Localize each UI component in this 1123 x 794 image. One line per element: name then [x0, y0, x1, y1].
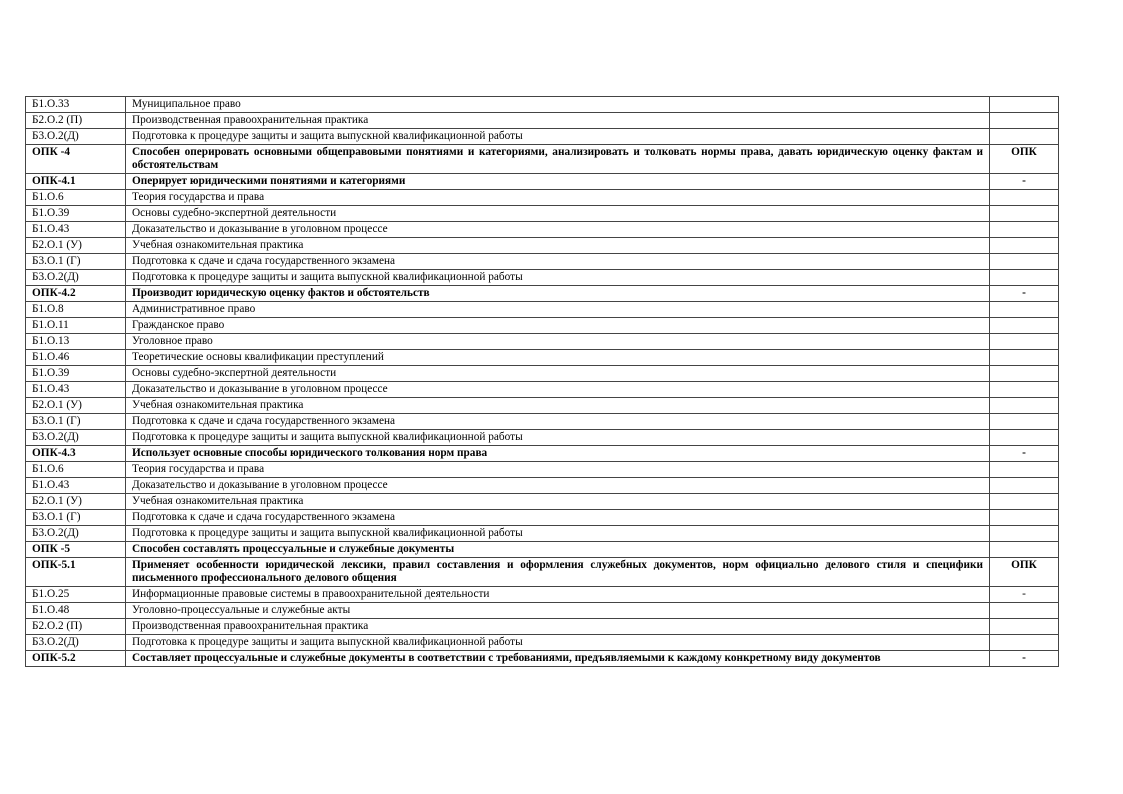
row-type-mark	[990, 190, 1059, 206]
row-code: Б1.О.33	[26, 97, 126, 113]
row-type-mark	[990, 526, 1059, 542]
row-description: Гражданское право	[126, 318, 990, 334]
row-code: Б3.О.1 (Г)	[26, 254, 126, 270]
row-type-mark	[990, 334, 1059, 350]
row-description: Подготовка к процедуре защиты и защита выпускной квалификационной работы	[126, 526, 990, 542]
row-description: Подготовка к процедуре защиты и защита выпускной квалификационной работы	[126, 430, 990, 446]
discipline-row	[26, 382, 1059, 398]
discipline-row	[26, 494, 1059, 510]
row-code: ОПК-4.2	[26, 286, 126, 302]
discipline-row	[26, 398, 1059, 414]
row-type-mark	[990, 350, 1059, 366]
row-type-mark	[990, 494, 1059, 510]
row-description: Оперирует юридическими понятиями и категориями	[126, 174, 990, 190]
discipline-row	[26, 222, 1059, 238]
row-type-mark	[990, 302, 1059, 318]
row-code: ОПК-4.1	[26, 174, 126, 190]
row-description: Доказательство и доказывание в уголовном процессе	[126, 222, 990, 238]
competency-table	[25, 96, 1059, 667]
row-description: Составляет процессуальные и служебные документы в соответствии с требованиями, предъявляемыми к каждому конкретному виду документов	[126, 651, 990, 667]
competency-row	[26, 542, 1059, 558]
discipline-row	[26, 302, 1059, 318]
discipline-row	[26, 430, 1059, 446]
row-description: Подготовка к сдаче и сдача государственного экзамена	[126, 510, 990, 526]
row-description: Доказательство и доказывание в уголовном процессе	[126, 478, 990, 494]
row-description: Способен оперировать основными общеправовыми понятиями и категориями, анализировать и толковать нормы права, давать юридическую оценку фактам и обстоятельствам	[126, 145, 990, 174]
row-code: Б3.О.2(Д)	[26, 526, 126, 542]
row-code: Б2.О.1 (У)	[26, 494, 126, 510]
row-description: Производственная правоохранительная практика	[126, 113, 990, 129]
competency-table-body	[26, 97, 1059, 667]
discipline-row	[26, 113, 1059, 129]
row-code: Б1.О.39	[26, 366, 126, 382]
row-type-mark	[990, 129, 1059, 145]
row-description: Основы судебно-экспертной деятельности	[126, 366, 990, 382]
row-type-mark: -	[990, 286, 1059, 302]
row-description: Административное право	[126, 302, 990, 318]
row-type-mark: ОПК	[990, 558, 1059, 587]
row-description: Использует основные способы юридического толкования норм права	[126, 446, 990, 462]
row-type-mark: -	[990, 651, 1059, 667]
discipline-row	[26, 334, 1059, 350]
row-code: Б1.О.43	[26, 222, 126, 238]
row-type-mark: ОПК	[990, 145, 1059, 174]
competency-row	[26, 174, 1059, 190]
row-code: Б2.О.1 (У)	[26, 238, 126, 254]
row-code: ОПК-5.2	[26, 651, 126, 667]
row-code: Б3.О.2(Д)	[26, 635, 126, 651]
row-type-mark	[990, 113, 1059, 129]
row-code: Б1.О.13	[26, 334, 126, 350]
row-type-mark	[990, 318, 1059, 334]
row-code: Б1.О.48	[26, 603, 126, 619]
discipline-row	[26, 619, 1059, 635]
row-code: Б3.О.1 (Г)	[26, 510, 126, 526]
discipline-row	[26, 318, 1059, 334]
row-type-mark	[990, 603, 1059, 619]
discipline-row	[26, 635, 1059, 651]
row-code: Б1.О.39	[26, 206, 126, 222]
discipline-row	[26, 190, 1059, 206]
row-type-mark	[990, 382, 1059, 398]
row-code: Б3.О.2(Д)	[26, 129, 126, 145]
row-description: Муниципальное право	[126, 97, 990, 113]
discipline-row	[26, 270, 1059, 286]
row-description: Производственная правоохранительная практика	[126, 619, 990, 635]
row-code: Б1.О.46	[26, 350, 126, 366]
row-code: Б1.О.6	[26, 462, 126, 478]
row-description: Учебная ознакомительная практика	[126, 238, 990, 254]
row-description: Подготовка к процедуре защиты и защита выпускной квалификационной работы	[126, 270, 990, 286]
row-type-mark: -	[990, 587, 1059, 603]
row-type-mark	[990, 97, 1059, 113]
discipline-row	[26, 462, 1059, 478]
row-description: Доказательство и доказывание в уголовном процессе	[126, 382, 990, 398]
row-code: Б3.О.2(Д)	[26, 270, 126, 286]
row-code: Б3.О.2(Д)	[26, 430, 126, 446]
discipline-row	[26, 97, 1059, 113]
row-description: Теория государства и права	[126, 190, 990, 206]
row-description: Подготовка к сдаче и сдача государственного экзамена	[126, 254, 990, 270]
discipline-row	[26, 478, 1059, 494]
row-description: Теоретические основы квалификации преступлений	[126, 350, 990, 366]
row-code: ОПК-4.3	[26, 446, 126, 462]
row-description: Учебная ознакомительная практика	[126, 398, 990, 414]
row-description: Способен составлять процессуальные и служебные документы	[126, 542, 990, 558]
row-description: Информационные правовые системы в правоохранительной деятельности	[126, 587, 990, 603]
row-type-mark	[990, 222, 1059, 238]
row-code: Б1.О.6	[26, 190, 126, 206]
row-type-mark	[990, 366, 1059, 382]
row-code: Б2.О.1 (У)	[26, 398, 126, 414]
discipline-row	[26, 366, 1059, 382]
row-type-mark	[990, 206, 1059, 222]
competency-row	[26, 558, 1059, 587]
row-type-mark	[990, 254, 1059, 270]
row-code: Б1.О.25	[26, 587, 126, 603]
row-description: Теория государства и права	[126, 462, 990, 478]
row-type-mark: -	[990, 174, 1059, 190]
row-code: Б1.О.43	[26, 478, 126, 494]
competency-row	[26, 286, 1059, 302]
row-code: Б2.О.2 (П)	[26, 113, 126, 129]
row-code: ОПК -4	[26, 145, 126, 174]
discipline-row	[26, 587, 1059, 603]
row-description: Учебная ознакомительная практика	[126, 494, 990, 510]
row-description: Подготовка к сдаче и сдача государственного экзамена	[126, 414, 990, 430]
discipline-row	[26, 603, 1059, 619]
discipline-row	[26, 350, 1059, 366]
row-code: ОПК-5.1	[26, 558, 126, 587]
row-code: Б1.О.43	[26, 382, 126, 398]
row-type-mark	[990, 238, 1059, 254]
row-type-mark	[990, 430, 1059, 446]
row-type-mark	[990, 414, 1059, 430]
competency-row	[26, 651, 1059, 667]
row-code: Б3.О.1 (Г)	[26, 414, 126, 430]
row-type-mark	[990, 462, 1059, 478]
row-description: Основы судебно-экспертной деятельности	[126, 206, 990, 222]
row-description: Уголовно-процессуальные и служебные акты	[126, 603, 990, 619]
row-type-mark	[990, 478, 1059, 494]
row-description: Уголовное право	[126, 334, 990, 350]
discipline-row	[26, 254, 1059, 270]
row-description: Подготовка к процедуре защиты и защита выпускной квалификационной работы	[126, 129, 990, 145]
discipline-row	[26, 526, 1059, 542]
row-description: Производит юридическую оценку фактов и обстоятельств	[126, 286, 990, 302]
row-type-mark	[990, 510, 1059, 526]
discipline-row	[26, 129, 1059, 145]
competency-row	[26, 145, 1059, 174]
row-type-mark	[990, 398, 1059, 414]
row-type-mark	[990, 619, 1059, 635]
competency-row	[26, 446, 1059, 462]
row-description: Применяет особенности юридической лексики, правил составления и оформления служебных документов, норм официально делового стиля и специфики письменного профессионального делового общения	[126, 558, 990, 587]
row-type-mark	[990, 542, 1059, 558]
row-code: ОПК -5	[26, 542, 126, 558]
row-type-mark	[990, 635, 1059, 651]
row-code: Б1.О.11	[26, 318, 126, 334]
row-type-mark	[990, 270, 1059, 286]
row-type-mark: -	[990, 446, 1059, 462]
row-code: Б1.О.8	[26, 302, 126, 318]
row-description: Подготовка к процедуре защиты и защита выпускной квалификационной работы	[126, 635, 990, 651]
discipline-row	[26, 238, 1059, 254]
discipline-row	[26, 206, 1059, 222]
discipline-row	[26, 510, 1059, 526]
discipline-row	[26, 414, 1059, 430]
row-code: Б2.О.2 (П)	[26, 619, 126, 635]
